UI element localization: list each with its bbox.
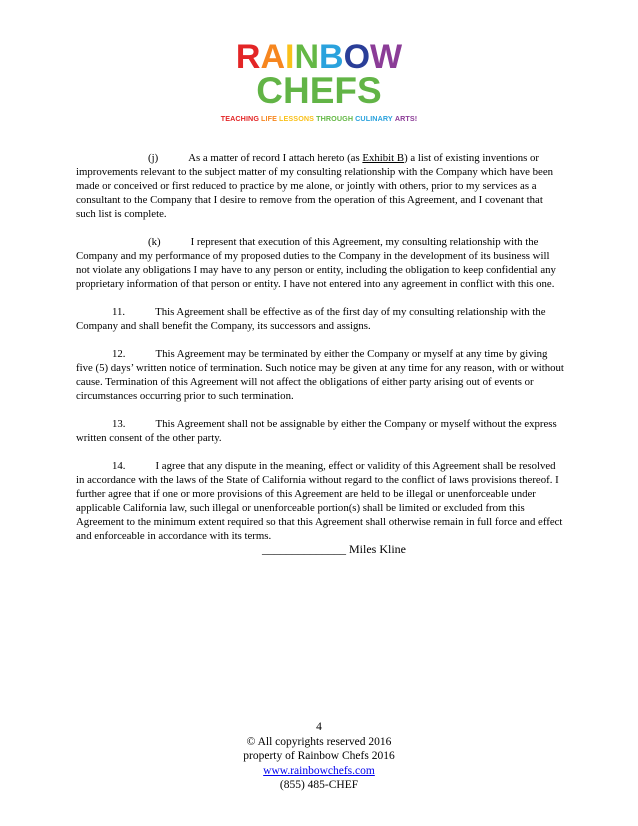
signature-line: ______________ [262, 542, 346, 556]
logo-letter: I [285, 38, 295, 76]
logo-tagline-word: CULINARY [355, 114, 393, 123]
logo-letter: N [294, 38, 320, 76]
document-body [76, 151, 564, 557]
logo-tagline-word: LESSONS [279, 114, 315, 123]
logo-letter: A [260, 38, 285, 76]
logo-line-chefs [0, 70, 638, 111]
paragraph-13-text: This Agreement shall not be assignable by either the Company or myself without the express written consent of the other party. [76, 418, 557, 444]
paragraph-13-label: 13. [112, 418, 126, 430]
paragraph-k-text: I represent that execution of this Agreement, my consulting relationship with the Company and my performance of my proposed duties to the Company in the development of its business will not violate any obligations I may have to any person or entity, including the obligation to keep confidential any proprietary information of that person or entity. I have not entered into any agreement in conflict with this one. [76, 236, 556, 290]
logo-letter: W [370, 38, 403, 76]
paragraph-j-label: (j) [148, 152, 159, 164]
website-link[interactable]: www.rainbowchefs.com [263, 764, 375, 777]
paragraph-11-label: 11. [112, 306, 126, 318]
logo-tagline-word: TEACHING [220, 114, 260, 123]
paragraph-12-label: 12. [112, 348, 126, 360]
paragraph-13 [76, 417, 564, 445]
page-footer [0, 720, 638, 793]
logo-tagline-word: LIFE [261, 114, 278, 123]
signature-block [262, 542, 406, 557]
logo-letter: H [283, 70, 310, 111]
logo-letter: S [357, 70, 382, 111]
copyright-text: © All copyrights reserved 2016 [246, 735, 392, 748]
paragraph-11-text: This Agreement shall be effective as of the first day of my consulting relationship with the Company and shall benefit the Company, its successors and assigns. [76, 306, 546, 332]
paragraph-k [76, 235, 564, 291]
page-number: 4 [316, 721, 322, 733]
logo-letter: O [343, 38, 371, 76]
paragraph-14-text: I agree that any dispute in the meaning, effect or validity of this Agreement shall be resolved in accordance with the laws of the State of California without regard to the conflict of laws provisions thereof. I further agree that if one or more provisions of this Agreement are held to be illegal or unenforceable under applicable California law, such illegal or unenforceable portion(s) shall be limited or excluded from this Agreement to the minimum extent required so that this Agreement shall otherwise remain in full force and effect and enforceable in accordance with its terms. [76, 460, 563, 542]
phone-number: (855) 485-CHEF [279, 779, 359, 791]
paragraph-k-label: (k) [148, 236, 161, 248]
paragraph-j-text-before: As a matter of record I attach hereto (as [188, 152, 363, 164]
paragraph-12 [76, 347, 564, 403]
logo-line-rainbow [0, 38, 638, 76]
exhibit-b-link[interactable]: Exhibit B [362, 152, 405, 164]
logo-letter: E [309, 70, 335, 111]
paragraph-11 [76, 305, 564, 333]
logo-tagline [0, 114, 638, 123]
signer-name: Miles Kline [349, 542, 406, 556]
logo-letter: R [235, 38, 261, 76]
logo-letter: C [256, 70, 283, 111]
paragraph-12-text: This Agreement may be terminated by either the Company or myself at any time by giving five (5) days’ written notice of termination. Such notice may be given at any time for any reason, with or without cause. Termination of this Agreement will not affect the obligations of either party arising out of events or circumstances occurring prior to such termination. [76, 348, 564, 402]
paragraph-j [76, 151, 564, 221]
property-text: property of Rainbow Chefs 2016 [243, 750, 395, 762]
logo-letter: B [319, 38, 344, 76]
logo-tagline-word: ARTS! [394, 114, 418, 123]
logo-tagline-word: THROUGH [316, 114, 354, 123]
paragraph-14-label: 14. [112, 460, 126, 472]
paragraph-14 [76, 459, 564, 543]
paragraph-j-text-after: ) a list of existing inventions or improvements relevant to the subject matter of my consulting relationship with the Company which have been made or conceived or first reduced to practice by me alone, or jointly with others, prior to my services as a consultant to the Company that I desire to remove from the operation of this Agreement, and I covenant that such list is complete. [76, 152, 554, 220]
logo-letter: F [334, 70, 358, 111]
rainbow-chefs-logo [0, 40, 638, 124]
